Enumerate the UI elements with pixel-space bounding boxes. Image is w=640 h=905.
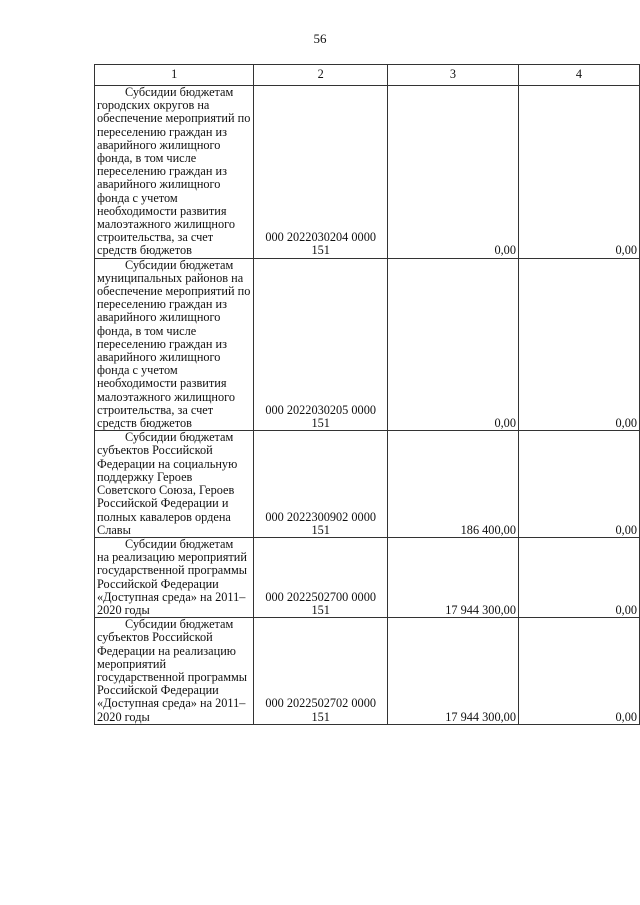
description-line: «Доступная среда» на 2011– xyxy=(97,589,246,604)
description-line: поддержку Героев xyxy=(97,469,193,484)
code-line: 151 xyxy=(311,243,330,258)
code-line: 151 xyxy=(311,522,330,537)
description-line: фонда с учетом xyxy=(97,363,178,378)
row-code xyxy=(254,86,387,259)
row-amount-col4: 0,00 xyxy=(518,86,639,259)
description-line: Федерации на реализацию xyxy=(97,643,236,658)
table-row xyxy=(95,258,640,431)
description-line: обеспечение мероприятий по xyxy=(97,284,251,299)
code-line: 151 xyxy=(311,416,330,431)
description-line: необходимости развития xyxy=(97,203,227,218)
row-description xyxy=(95,618,254,725)
code-line: 000 2022502700 0000 xyxy=(265,589,376,604)
description-line: обеспечение мероприятий по xyxy=(97,111,251,126)
description-line: фонда, в том числе xyxy=(97,323,197,338)
row-amount-col4: 0,00 xyxy=(518,618,639,725)
row-amount-col4: 0,00 xyxy=(518,537,639,617)
description-line: строительства, за счет xyxy=(97,230,214,245)
budget-table xyxy=(94,64,640,725)
description-line: Советского Союза, Героев xyxy=(97,483,235,498)
description-line: переселению граждан из xyxy=(97,124,227,139)
column-header-3: 3 xyxy=(387,65,518,86)
row-description xyxy=(95,258,254,431)
code-line: 000 2022030204 0000 xyxy=(265,230,376,245)
description-line: фонда с учетом xyxy=(97,190,178,205)
description-line: малоэтажного жилищного xyxy=(97,217,236,232)
table-row xyxy=(95,537,640,617)
row-description xyxy=(95,537,254,617)
row-amount-col3: 0,00 xyxy=(387,258,518,431)
description-line: переселению граждан из xyxy=(97,297,227,312)
row-amount-col3: 17 944 300,00 xyxy=(387,537,518,617)
description-first-line: Субсидии бюджетам xyxy=(125,257,234,272)
description-line: Российской Федерации xyxy=(97,683,219,698)
description-line: субъектов Российской xyxy=(97,443,213,458)
description-line: Федерации на социальную xyxy=(97,456,238,471)
description-line: государственной программы xyxy=(97,669,248,684)
description-line: муниципальных районов на xyxy=(97,270,244,285)
description-line: аварийного жилищного xyxy=(97,137,221,152)
row-code xyxy=(254,618,387,725)
description-line: на реализацию мероприятий xyxy=(97,550,247,565)
column-header-1: 1 xyxy=(95,65,254,86)
row-amount-col3: 17 944 300,00 xyxy=(387,618,518,725)
description-line: Российской Федерации xyxy=(97,576,219,591)
description-line: субъектов Российской xyxy=(97,630,213,645)
description-line: 2020 годы xyxy=(97,602,150,617)
description-first-line: Субсидии бюджетам xyxy=(125,617,234,632)
code-line: 151 xyxy=(311,709,330,724)
description-line: «Доступная среда» на 2011– xyxy=(97,696,246,711)
page-number: 56 xyxy=(313,31,327,46)
description-line: мероприятий xyxy=(97,656,167,671)
description-line: 2020 годы xyxy=(97,709,150,724)
row-code xyxy=(254,258,387,431)
table-header-row xyxy=(95,65,640,86)
description-line: аварийного жилищного xyxy=(97,310,221,325)
code-line: 000 2022030205 0000 xyxy=(265,402,376,417)
description-line: фонда, в том числе xyxy=(97,151,197,166)
description-line: Российской Федерации и xyxy=(97,496,229,511)
table-row xyxy=(95,431,640,538)
description-line: Славы xyxy=(97,522,131,537)
description-line: строительства, за счет xyxy=(97,402,214,417)
row-description xyxy=(95,431,254,538)
table-body xyxy=(95,86,640,725)
description-line: малоэтажного жилищного xyxy=(97,389,236,404)
description-line: необходимости развития xyxy=(97,376,227,391)
description-line: аварийного жилищного xyxy=(97,350,221,365)
code-line: 000 2022502702 0000 xyxy=(265,696,376,711)
code-line: 000 2022300902 0000 xyxy=(265,509,376,524)
table-row xyxy=(95,86,640,259)
column-header-2: 2 xyxy=(254,65,387,86)
description-line: переселению граждан из xyxy=(97,336,227,351)
row-amount-col3: 186 400,00 xyxy=(387,431,518,538)
row-amount-col4: 0,00 xyxy=(518,431,639,538)
description-line: переселению граждан из xyxy=(97,164,227,179)
description-first-line: Субсидии бюджетам xyxy=(125,85,234,99)
description-line: государственной программы xyxy=(97,563,248,578)
description-line: средств бюджетов xyxy=(97,243,192,258)
description-line: полных кавалеров ордена xyxy=(97,509,231,524)
row-amount-col3: 0,00 xyxy=(387,86,518,259)
row-description xyxy=(95,86,254,259)
table-row xyxy=(95,618,640,725)
row-code xyxy=(254,537,387,617)
description-first-line: Субсидии бюджетам xyxy=(125,536,234,551)
description-first-line: Субсидии бюджетам xyxy=(125,430,234,445)
description-line: средств бюджетов xyxy=(97,416,192,431)
code-line: 151 xyxy=(311,602,330,617)
column-header-4: 4 xyxy=(518,65,639,86)
row-code xyxy=(254,431,387,538)
row-amount-col4: 0,00 xyxy=(518,258,639,431)
description-line: городских округов на xyxy=(97,98,210,113)
description-line: аварийного жилищного xyxy=(97,177,221,192)
